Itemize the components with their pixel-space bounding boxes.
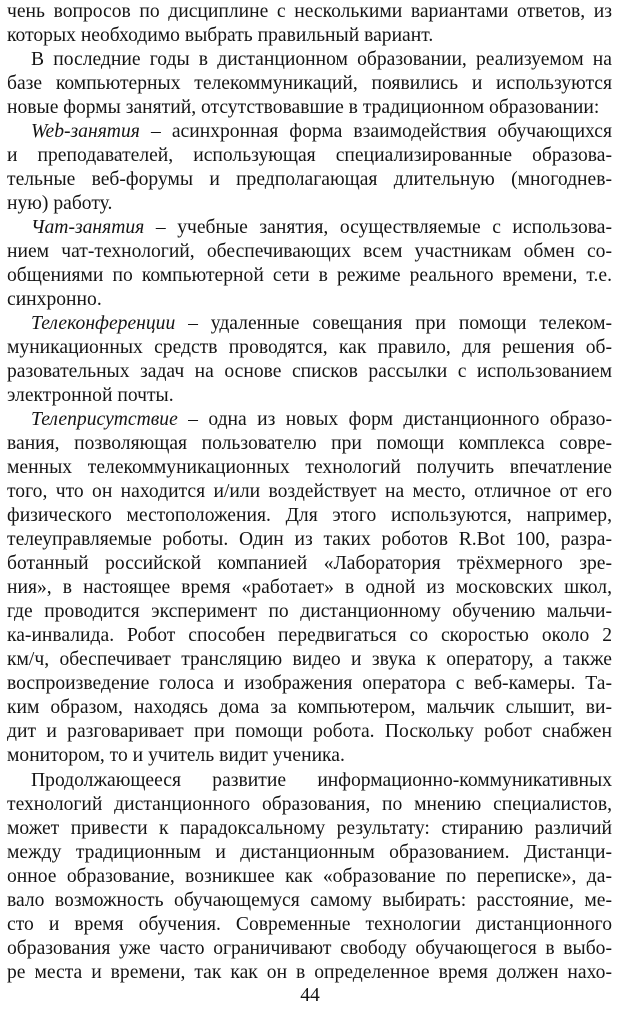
text-line: между традиционным и дистанционным образованием. Дистанци- xyxy=(7,842,612,863)
text-line: может привести к парадоксальному результату: стиранию различий xyxy=(7,818,612,839)
term-teleconferences: Телеконференции xyxy=(31,313,176,334)
definition-text: – одна из новых форм дистанционного образо- xyxy=(177,409,612,430)
text-line: образования уже часто ограничивают свободу обучающегося в выбо- xyxy=(7,938,612,959)
term-telepresence: Телеприсутствие xyxy=(31,409,178,430)
text-line: В последние годы в дистанционном образовании, реализуемом на xyxy=(31,49,612,70)
text-line: новые формы занятий, отсутствовавшие в традиционном образовании: xyxy=(7,97,600,118)
definition-text: – асинхронная форма взаимодействия обучающихся xyxy=(139,121,612,142)
text-line xyxy=(31,312,612,336)
text-line xyxy=(31,216,612,240)
text-line: Продолжающееся развитие информационно-коммуникативных xyxy=(31,770,612,791)
text-line: онное образование, возникшее как «образование по переписке», да- xyxy=(7,866,612,887)
text-line: муникационных средств проводятся, как правило, для решения об- xyxy=(7,337,612,358)
text-line: сто и время обучения. Современные технологии дистанционного xyxy=(7,914,612,935)
text-line: ния», в настоящее время «работает» в одной из московских школ, xyxy=(7,577,612,598)
text-line: ка-инвалида. Робот способен передвигаться со скоростью около 2 xyxy=(7,625,612,646)
text-line: телеуправляемые роботы. Один из таких роботов R.Bot 100, разра- xyxy=(7,529,612,550)
text-line: нием чат-технологий, обеспечивающих всем участникам обмен со- xyxy=(7,241,612,262)
text-line: менных телекоммуникационных технологий получить впечатление xyxy=(7,457,612,478)
text-line: того, что он находится и/или воздействует на место, отличное от его xyxy=(7,481,612,502)
text-line: и преподавателей, использующая специализированные образова- xyxy=(7,145,612,166)
text-line: которых необходимо выбрать правильный вариант. xyxy=(7,25,434,46)
text-line: общениями по компьютерной сети в режиме реального времени, т.е. xyxy=(7,265,612,286)
text-line: чень вопросов по дисциплине с несколькими вариантами ответов, из xyxy=(7,1,612,22)
text-line: вания, позволяющая пользователю при помощи комплекса совре- xyxy=(7,433,612,454)
text-line: синхронно. xyxy=(7,289,102,310)
text-line: ре места и времени, так как он в определенное время должен нахо- xyxy=(7,962,612,983)
text-line xyxy=(31,120,612,144)
term-chat-classes: Чат-занятия xyxy=(31,217,145,238)
text-line: вало возможность обучающемуся самому выбирать: расстояние, ме- xyxy=(7,890,612,911)
definition-text: – удаленные совещания при помощи телеком- xyxy=(175,313,612,334)
text-line: монитором, то и учитель видит ученика. xyxy=(7,745,345,766)
text-line: тельные веб-форумы и предполагающая длительную (многоднев- xyxy=(7,169,612,190)
text-line: где проводится эксперимент по дистанционному обучению мальчи- xyxy=(7,601,612,622)
text-line: ботанный российской компанией «Лаборатория трёхмерного зре- xyxy=(7,553,612,574)
text-line: дит и разговаривает при помощи робота. Поскольку робот снабжен xyxy=(7,721,612,742)
text-line: базе компьютерных телекоммуникаций, появились и используются xyxy=(7,73,612,94)
text-line: физического местоположения. Для этого используются, например, xyxy=(7,505,612,526)
page-number: 44 xyxy=(300,985,320,1006)
text-line xyxy=(31,408,612,432)
text-line: разовательных задач на основе списков рассылки с использованием xyxy=(7,361,612,382)
text-line: технологий дистанционного образования, по мнению специалистов, xyxy=(7,794,612,815)
text-line: км/ч, обеспечивает трансляцию видео и звука к оператору, а также xyxy=(7,649,612,670)
text-line: ким образом, находясь дома за компьютером, мальчик слышит, ви- xyxy=(7,697,612,718)
text-line: воспроизведение голоса и изображения оператора с веб-камеры. Та- xyxy=(7,673,612,694)
text-line: ную) работу. xyxy=(7,193,113,214)
text-line: электронной почты. xyxy=(7,385,174,406)
definition-text: – учебные занятия, осуществляемые с использова- xyxy=(144,217,612,238)
term-web-classes: Web-занятия xyxy=(31,121,140,142)
